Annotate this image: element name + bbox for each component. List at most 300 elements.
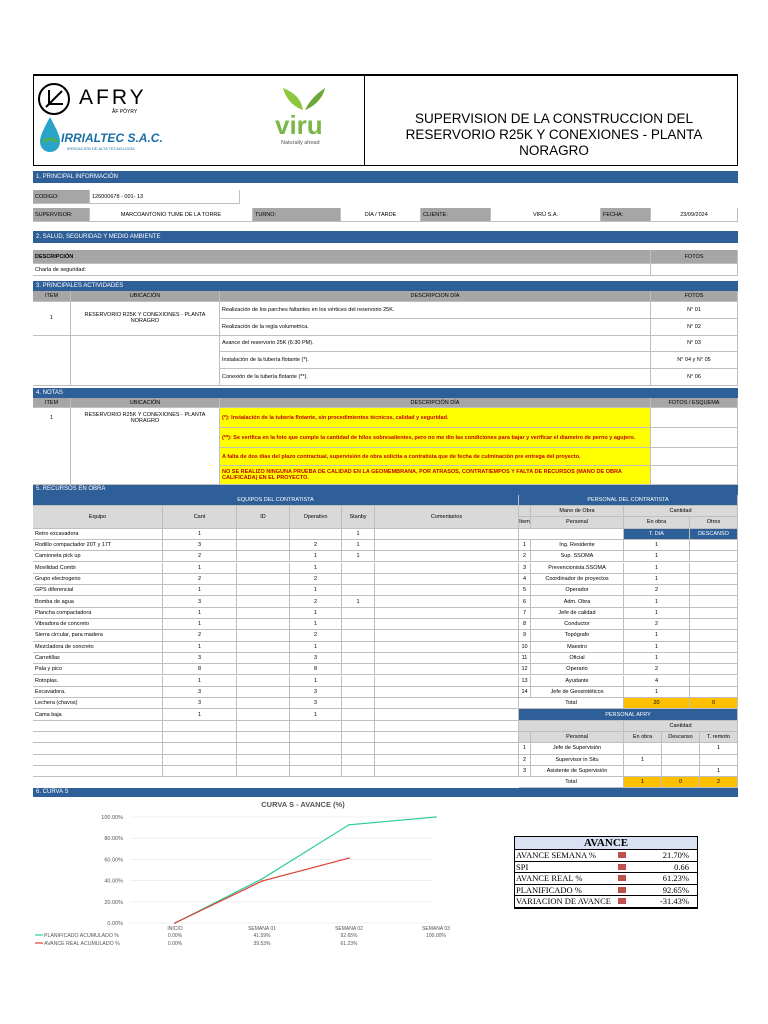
y-tick-label: 60.00% [104,857,123,864]
equipo-cell: 2 [290,540,342,551]
equipo-cell [237,630,290,641]
equipo-cell: 1 [163,642,237,653]
mo-otros [690,687,738,698]
mo-tdia-header: T. DIA [624,529,690,540]
equipo-cell [342,574,375,585]
charla-label: Charla de seguridad: [33,264,651,276]
mo-personal: Operador [531,585,624,596]
mo-enobra: 1 [624,596,690,607]
equipo-cell: 1 [342,596,375,607]
equipo-cell [163,743,237,754]
mo-otros [690,563,738,574]
x-tick-label: SEMANA 02 [335,926,363,932]
equipo-cell [237,709,290,720]
equipo-cell [33,755,163,766]
codigo-value: 126000678 - 001- 13 [90,190,240,204]
mo-personal: Jefe de calidad [531,608,624,619]
mo-item-header: Item [519,517,531,528]
act-description: Realización de los parches faltantes en los vértices del reservorio 25K. [220,302,651,319]
equipo-cell: 1 [163,709,237,720]
note-item-header: ITEM [33,398,71,408]
equipo-header: Comentarios [375,506,519,529]
afry-item: 1 [519,743,531,754]
data-label: 41.59% [253,933,271,939]
ssma-header-row [33,250,738,264]
equipo-cell: Retro excavadora [33,529,163,540]
equipo-cell: 3 [290,653,342,664]
equipo-cell: 1 [163,608,237,619]
afry-enobra [624,766,662,777]
equipo-cell: 2 [163,574,237,585]
mo-enobra: 1 [624,687,690,698]
avance-row [515,862,697,874]
equipo-cell: 2 [163,630,237,641]
mo-personal-header: Personal [531,517,624,528]
equipo-cell: 8 [290,664,342,675]
data-point [348,857,350,859]
irrialtec-sub: IRRIGACIÓN DE ALTA TECNOLOGÍA [67,146,135,151]
mo-personal: Topógrafo [531,630,624,641]
mo-personal: Prevencionista.SSOMA [531,563,624,574]
equipo-cell: 1 [163,563,237,574]
data-point [435,816,437,818]
equipo-cell: 1 [163,529,237,540]
mo-item: 2 [519,551,531,562]
mo-enobra: 1 [624,653,690,664]
report-title: SUPERVISION DE LA CONSTRUCCION DEL RESERVORIO R25K Y CONEXIONES - PLANTA NORAGRO [405,111,703,158]
supervisor-value: MARCOANTONIO TUME DE LA TORRE [90,208,253,222]
turno-value: DÍA / TARDE [341,208,421,222]
equipo-cell [33,743,163,754]
equipo-cell: Bomba de agua [33,596,163,607]
afry-enobra: 1 [624,755,662,766]
equipo-cell [290,755,342,766]
equipo-cell [375,709,519,720]
mo-personal: Jefe de Geosintéticos [531,687,624,698]
equipo-cell [237,766,290,777]
avance-box [514,836,698,909]
equipo-cell: Sierra circular, para madera [33,630,163,641]
equipo-cell [342,642,375,653]
equipo-cell [375,642,519,653]
equipo-cell: Pala y pico [33,664,163,675]
mo-item: 6 [519,596,531,607]
equipo-cell: 2 [290,574,342,585]
equipo-cell [290,529,342,540]
equipo-cell [375,529,519,540]
equipo-cell: 2 [163,551,237,562]
equipo-cell [375,630,519,641]
y-tick-label: 0.00% [107,921,123,927]
equipo-cell [237,698,290,709]
avance-row [515,896,697,908]
mo-item: 1 [519,540,531,551]
equipo-cell: 3 [163,687,237,698]
mo-enobra: 2 [624,664,690,675]
series-line [175,858,349,923]
x-tick-label: SEMANA 01 [248,926,276,932]
data-label: 39.53% [253,941,271,947]
equipo-cell [33,732,163,743]
data-label: 92.65% [340,933,358,939]
irrialtec-wordmark: IRRIALTEC S.A.C. [61,131,163,145]
cliente-value: VIRÚ S.A. [491,208,601,222]
header-divider [364,76,365,165]
equipo-cell [342,653,375,664]
mo-enobra: 1 [624,540,690,551]
mo-otros [690,540,738,551]
avance-label: VARIACION DE AVANCE [516,896,611,906]
equipo-cell [342,755,375,766]
act-ubic-header: UBICACIÓN [71,291,220,302]
x-tick-label: SEMANA 03 [422,926,450,932]
charla-row [33,264,738,276]
mo-otros [690,664,738,675]
afry-total-enobra: 1 [624,777,662,788]
act-description: Conexión de la tubería flotante (**). [220,369,651,386]
mo-personal: Adm. Obra [531,596,624,607]
equipo-cell [375,653,519,664]
equipo-cell: GPS diferencial [33,585,163,596]
mo-otros [690,676,738,687]
avance-value: 0.66 [674,861,689,872]
equipo-cell [342,732,375,743]
equipo-cell: 1 [342,551,375,562]
avance-value: 92.65% [662,884,689,895]
status-indicator-icon [618,887,626,893]
equipo-cell [33,766,163,777]
equipo-cell [290,743,342,754]
mo-otros [690,608,738,619]
equipo-cell [375,585,519,596]
mo-enobra: 1 [624,642,690,653]
equipo-cell [237,664,290,675]
avance-label: SPI [516,861,529,872]
act-fotos: N° 04 y N° 05 [651,352,738,369]
codigo-row [33,190,738,204]
equipo-cell: Rodillo compactador 20T y 17T [33,540,163,551]
equipo-header: ID [237,506,290,529]
turno-label: TURNO: [253,208,341,222]
afry-personal: Supervisor in Situ [531,755,624,766]
afry-sub: ÅF PÖYRY [112,109,138,115]
equipo-cell [375,664,519,675]
afry-enobra-header: En obra [624,732,662,743]
afry-personal-header: Personal [531,732,624,743]
equipo-cell: 2 [290,596,342,607]
mo-item: 12 [519,664,531,675]
notes-header-row [33,398,738,408]
mo-descanso-header: DESCANSO [690,529,738,540]
equipo-cell [237,574,290,585]
mo-blank [519,529,624,540]
equipo-cell: Mezcladora de concreto [33,642,163,653]
section-6-title: 6. CURVA S [33,788,738,797]
mo-item: 4 [519,574,531,585]
mo-enobra: 4 [624,676,690,687]
equipo-cell [375,687,519,698]
equipo-cell: 1 [290,619,342,630]
afry-remoto [700,755,738,766]
mo-item: 3 [519,563,531,574]
afry-descanso [662,743,700,754]
afry-personal: Asistente de Supervisión [531,766,624,777]
data-label: 61.23% [340,941,358,947]
viru-leaf-icon [281,86,327,110]
afry-total-remoto: 2 [700,777,738,788]
equipo-cell: Vibradora de concreto [33,619,163,630]
equipo-cell [237,653,290,664]
avance-rows [515,850,697,908]
avance-value: -31.43% [659,896,689,906]
mo-total-label: Total [519,698,624,709]
equipo-cell: Movilidad Combi [33,563,163,574]
afry-personal: Jefe de Supervisión [531,743,624,754]
x-tick-label: INICIO [167,926,183,932]
status-indicator-icon [618,898,626,904]
status-indicator-icon [618,864,626,870]
water-drop-icon [39,116,61,154]
note-ubic-header: UBICACIÓN [71,398,220,408]
y-tick-label: 80.00% [104,836,123,843]
mo-item: 14 [519,687,531,698]
equipo-cell: 1 [342,529,375,540]
act-fotos: N° 02 [651,319,738,336]
equipo-cell [290,721,342,732]
mo-enobra: 2 [624,619,690,630]
mo-personal: Conductor [531,619,624,630]
mo-item: 10 [519,642,531,653]
equipo-cell [237,551,290,562]
equipo-cell: Camioneta pick up [33,551,163,562]
afry-blank [519,721,624,732]
note-fotos [651,428,738,448]
viru-sub: Naturally ahead [281,140,320,146]
mo-otros-header: Otros [690,517,738,528]
equipo-cell: 3 [163,653,237,664]
equipo-cell [342,630,375,641]
equipo-cell [237,721,290,732]
mo-otros [690,596,738,607]
legend-label: AVANCE REAL ACUMULADO % [44,941,120,947]
mo-enobra: 1 [624,574,690,585]
mo-otros [690,574,738,585]
equipo-cell: 3 [163,540,237,551]
note-text: NO SE REALIZO NINGUNA PRUEBA DE CALIDAD EN LA GEOMEMBRANA, POR ATRASOS, CONTRATIEMPOS Y FALTA DE RECURSOS (MANO DE OBRA CALIFICADA) EN EL PROYECTO. [220,466,651,485]
equipo-cell: Lechera (chavos) [33,698,163,709]
mo-enobra: 1 [624,630,690,641]
note-desc-header: DESCRIPCIÓN DÍA [220,398,651,408]
note-fotos-header: FOTOS / ESQUEMA [651,398,738,408]
y-tick-label: 100.00% [101,815,123,821]
viru-wordmark: viru [275,110,323,140]
afry-cantidad-header: Cantidad [624,721,738,732]
equipo-cell: 1 [290,709,342,720]
equipo-cell: 8 [163,664,237,675]
legend-label: PLANIFICADO ACUMULADO % [44,933,119,939]
codigo-label: CODIGO: [33,190,90,204]
status-indicator-icon [618,852,626,858]
equipo-cell: 1 [163,585,237,596]
mo-cantidad-header: Cantidad [624,506,738,517]
equipo-cell [163,766,237,777]
equipo-cell [375,743,519,754]
mo-item: 5 [519,585,531,596]
equipo-cell [237,687,290,698]
data-label: 0.00% [167,933,183,939]
equipo-cell [375,608,519,619]
mo-item: 7 [519,608,531,619]
mo-otros [690,585,738,596]
equipo-cell: 1 [290,551,342,562]
equipo-cell: Grupo electrogeno [33,574,163,585]
equipo-cell [163,732,237,743]
act-item-empty [33,336,71,386]
equipo-cell [237,563,290,574]
act-desc-header: DESCRIPCION DÍA [220,291,651,302]
equipo-cell [375,755,519,766]
mo-total-dia: 20 [624,698,690,709]
avance-row [515,885,697,897]
avance-value: 61.23% [662,873,689,883]
avance-label: AVANCE SEMANA % [516,850,596,860]
equipo-cell: 1 [290,608,342,619]
afry-item: 3 [519,766,531,777]
act-item-header: ITEM [33,291,71,302]
ssma-desc-header: DESCRIPCIÓN [33,250,651,264]
fecha-value: 23/09/2024 [651,208,738,222]
section-5-title: 5. RECURSOS EN OBRA [33,484,738,495]
equipo-cell [163,721,237,732]
equipo-cell: 1 [290,676,342,687]
act-description: Avance del reservorio 25K (6:30 PM). [220,336,651,353]
equipo-header: Cant [163,506,237,529]
avance-title: AVANCE [515,837,697,850]
mo-otros [690,551,738,562]
avance-row [515,850,697,862]
equipo-cell [375,732,519,743]
mo-item: 9 [519,630,531,641]
equipo-cell: 3 [290,698,342,709]
note-item-number: 1 [33,408,71,428]
avance-row [515,873,697,885]
equipo-cell [375,574,519,585]
equipo-cell [290,732,342,743]
equipo-cell: 2 [290,630,342,641]
act-fotos: N° 06 [651,369,738,386]
equipo-cell [342,766,375,777]
note-text: (**): Se verifica en la foto que cumple la cantidad de hilos sobresalientes, pero no me dio las condiciones para bajar y verificar el diametro de perno y agujero. [220,428,651,448]
afry-remoto: 1 [700,743,738,754]
mo-otros [690,653,738,664]
equipo-cell [342,608,375,619]
afry-descanso [662,766,700,777]
act-fotos: N° 01 [651,302,738,319]
act-ubic-empty [71,336,220,386]
act-item-number: 1 [33,302,71,336]
equipo-cell [237,755,290,766]
afry-personal-title: PERSONAL AFRY [519,709,738,720]
act-description: Realización de la regla volumetrica. [220,319,651,336]
afry-descanso [662,755,700,766]
equipo-cell [33,721,163,732]
mo-item: 11 [519,653,531,664]
mo-total-descanso: 0 [690,698,738,709]
equipo-header: Equipo [33,506,163,529]
note-ubicacion: RESERVORIO R25K Y CONEXIONES - PLANTA NORAGRO [71,408,220,428]
mo-item: 13 [519,676,531,687]
y-tick-label: 20.00% [104,899,123,906]
equipo-header: Stanby [342,506,375,529]
equipo-cell [342,563,375,574]
supervisor-row [33,208,738,222]
equipo-cell: 1 [290,585,342,596]
report-page [33,74,738,954]
mo-personal: Operario [531,664,624,675]
act-fotos-header: FOTOS [651,291,738,302]
note-fotos [651,408,738,428]
data-point [261,880,263,882]
equipo-cell: 1 [290,642,342,653]
equipo-cell [342,709,375,720]
equipo-cell [237,676,290,687]
equipo-cell [342,619,375,630]
resources-header-row [33,495,738,506]
equipo-cell: Rotoplas. [33,676,163,687]
equipo-cell [237,642,290,653]
mo-corner [519,506,531,517]
mo-otros [690,619,738,630]
mo-personal: Oficial [531,653,624,664]
equipo-header: Operativo [290,506,342,529]
equipo-cell [375,698,519,709]
equipo-cell: Excavadora. [33,687,163,698]
equipo-cell [237,540,290,551]
mo-personal: Ayudante [531,676,624,687]
charla-fotos [651,264,738,276]
supervisor-label: SUPERVISOR: [33,208,90,222]
equipo-cell [342,743,375,754]
report-header [33,74,738,166]
avance-value: 21.70% [662,850,689,860]
mo-enobra-header: En obra [624,517,690,528]
equipo-cell [375,619,519,630]
equipo-cell [342,721,375,732]
equipo-cell [237,585,290,596]
section-3-title: 3. PRINCIPALES ACTIVIDADES [33,281,738,291]
equipos-title: EQUIPOS DEL CONTRATISTA [33,495,519,506]
afry-descanso-header: Descanso [662,732,700,743]
equipo-cell [290,766,342,777]
mo-otros [690,642,738,653]
equipo-cell [375,540,519,551]
equipo-cell: Cama baja [33,709,163,720]
chart-title: CURVA S - AVANCE (%) [261,800,345,809]
equipo-cell [237,743,290,754]
y-tick-label: 40.00% [104,878,123,885]
afry-wordmark: AFRY [79,86,147,109]
equipo-cell [342,687,375,698]
equipo-cell: Carretillas [33,653,163,664]
equipo-cell [342,698,375,709]
equipo-cell: 1 [163,676,237,687]
mo-mano-header: Mano de Obra [531,506,624,517]
note-text: (*): Instalación de la tubería flotante, sin procedimientos técnicos, calidad y seguridad. [220,408,651,428]
data-label: 100.00% [426,933,446,939]
afry-remoto-header: T. remoto [700,732,738,743]
ssma-fotos-header: FOTOS [651,250,738,264]
mo-personal: Maestro [531,642,624,653]
